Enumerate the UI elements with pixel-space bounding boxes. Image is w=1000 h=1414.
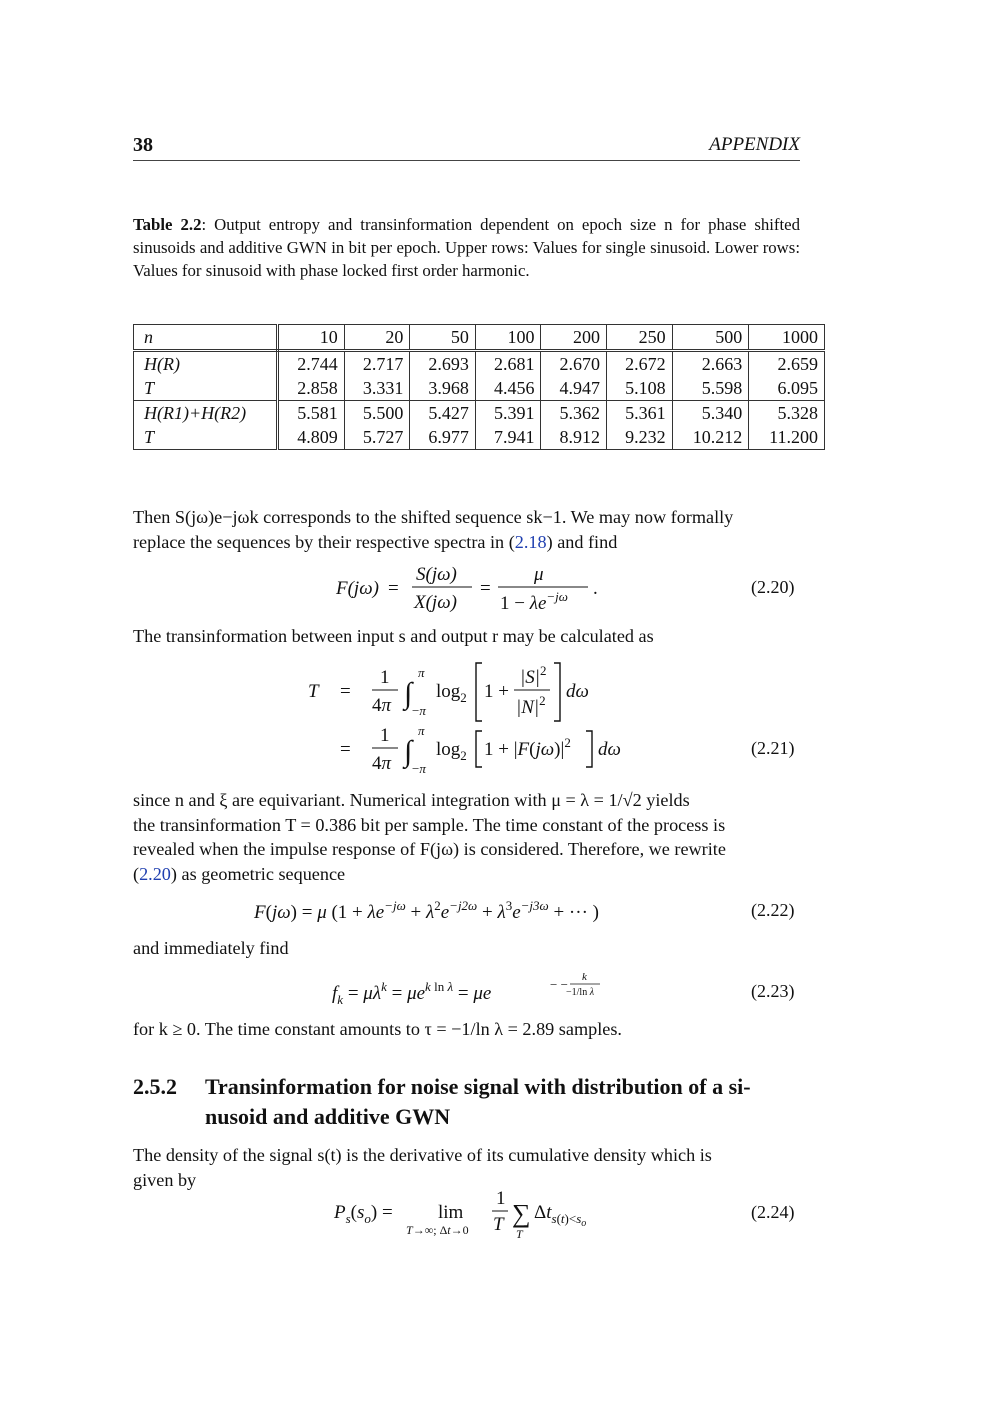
text-fragment: replace the sequences by their respective spectra in (: [133, 531, 515, 552]
section-number: 2.5.2: [133, 1074, 177, 1099]
svg-text:S(jω): S(jω): [416, 564, 457, 585]
svg-text:∑: ∑: [512, 1199, 531, 1228]
table-cell: 2.693: [410, 351, 476, 377]
equation-2-22: [240, 890, 690, 930]
svg-text:lim: lim: [438, 1202, 464, 1223]
svg-text:1 +: 1 +: [484, 681, 509, 702]
svg-text:|N|2: $|N|^2$: [516, 693, 546, 718]
table-row: [134, 376, 825, 401]
table-cell: 5.108: [607, 376, 673, 401]
table-header-cell: 100: [475, 325, 541, 351]
text-line: (2.20) as geometric sequence: [133, 863, 346, 884]
equation-2-21: [300, 655, 660, 781]
table-caption: [133, 213, 800, 282]
text-line: The density of the signal s(t) is the derivative of its cumulative density which is: [133, 1145, 712, 1165]
paragraph: and immediately find: [133, 938, 289, 958]
table-header-cell: 10: [278, 325, 345, 351]
svg-text:dω: dω: [598, 739, 621, 760]
table-cell: 5.598: [672, 376, 749, 401]
table-header-cell: 250: [607, 325, 673, 351]
text-line: revealed when the impulse response of F(jω) is considered. Therefore, we rewrite: [133, 839, 726, 859]
equation-reference-link[interactable]: 2.20: [139, 863, 171, 884]
svg-text:k: k: [582, 971, 587, 983]
table-cell: 2.659: [749, 351, 825, 377]
equation-number: (2.21): [751, 738, 795, 758]
svg-text:π: π: [418, 723, 425, 738]
text-fragment: ) as geometric sequence: [170, 863, 346, 884]
section-title: Transinformation for noise signal with distribution of a si-nusoid and additive GWN: [205, 1074, 751, 1129]
equation-number: (2.24): [751, 1202, 795, 1222]
table-cell: 5.340: [672, 401, 749, 426]
equation-number: (2.20): [751, 577, 795, 597]
equation-2-23: [320, 965, 620, 1013]
table-header-cell: 20: [344, 325, 410, 351]
table-cell: 5.362: [541, 401, 607, 426]
text-line: the transinformation T = 0.386 bit per sample. The time constant of the process is: [133, 814, 726, 835]
table-row: [134, 401, 825, 426]
table-cell: 2.663: [672, 351, 749, 377]
svg-text:4π: 4π: [372, 695, 392, 716]
table-caption-text: : Output entropy and transinformation dependent on epoch size n for phase shifted sinusoids and additive GWN in bit per epoch. Upper rows: Values for single sinusoid. Lower rows: Values for sinusoid with phase locked first order harmonic.: [133, 215, 800, 280]
table-cell: 5.581: [278, 401, 345, 426]
table-cell: 4.456: [475, 376, 541, 401]
text-line: Then S(jω)e−jωk corresponds to the shifted sequence sk−1. We may now formally: [133, 507, 734, 527]
table-cell: 5.361: [607, 401, 673, 426]
page-number: 38: [133, 134, 153, 156]
table-header-row: [134, 325, 825, 351]
svg-text:=: =: [340, 739, 351, 760]
table-cell: 2.858: [278, 376, 345, 401]
svg-text:1 − λe−jω: $1 - \lambda e^{-j\omega}$: [500, 589, 568, 614]
svg-text:log2: $\log_2$: [436, 681, 467, 705]
svg-text:1: 1: [380, 667, 390, 688]
entropy-table: [133, 324, 825, 450]
table-row-label: H(R1)+H(R2): [134, 401, 278, 426]
table-cell: 2.670: [541, 351, 607, 377]
table-row-label: T: [134, 376, 278, 401]
equation-number: (2.23): [751, 981, 795, 1001]
svg-text:F(jω) = μ (1 + λe−jω + λ2e−j2ω: F(jω) = μ ($1 + \lambda e^{-j\omega} + \lambda^2e^{-j2\omega} + \lambda^3e^{-j3\omega}$ + ··· ): [254, 898, 599, 923]
table-header-cell: n: [134, 325, 278, 351]
table-cell: 2.717: [344, 351, 410, 377]
table-cell: 6.095: [749, 376, 825, 401]
svg-text:−π: −π: [412, 761, 426, 776]
table-cell: 5.727: [344, 425, 410, 450]
table-cell: 5.391: [475, 401, 541, 426]
table-header-cell: 50: [410, 325, 476, 351]
equation-2-20: [300, 558, 620, 618]
svg-text:μ: μ: [534, 564, 544, 585]
svg-text:π: π: [418, 665, 425, 680]
table-cell: 8.912: [541, 425, 607, 450]
svg-text:=: =: [340, 681, 351, 702]
svg-text:T: T: [308, 681, 319, 702]
paragraph: The transinformation between input s and output r may be calculated as: [133, 626, 654, 646]
svg-text:1 + |F(jω)|2: $1 + |F(j\omega)|^2$: [484, 735, 571, 760]
svg-text:∫: ∫: [404, 735, 413, 768]
table-cell: 3.968: [410, 376, 476, 401]
svg-text:T: T: [516, 1227, 523, 1241]
svg-text:|S|2: $|S|^2$: [520, 663, 547, 688]
svg-text:1: 1: [496, 1188, 506, 1209]
table-cell: 10.212: [672, 425, 749, 450]
table-header-cell: 1000: [749, 325, 825, 351]
table-header-cell: 500: [672, 325, 749, 351]
svg-text:∫: ∫: [404, 677, 413, 710]
table-cell: 2.681: [475, 351, 541, 377]
svg-text:T→∞; Δt→0: T→∞; Δt→0: [406, 1223, 469, 1237]
table-cell: 4.809: [278, 425, 345, 450]
text-line: since n and ξ are equivariant. Numerical integration with μ = λ = 1/√2 yields: [133, 790, 690, 810]
paragraph: [133, 505, 800, 554]
equation-2-24: [320, 1186, 620, 1242]
table-cell: 9.232: [607, 425, 673, 450]
table-caption-label: Table 2.2: [133, 215, 202, 234]
svg-text:−π: −π: [412, 703, 426, 718]
svg-text:F(jω): F(jω): [336, 578, 379, 599]
table-row-label: T: [134, 425, 278, 450]
equation-reference-link[interactable]: 2.18: [514, 531, 547, 552]
table-cell: 5.500: [344, 401, 410, 426]
svg-text:=: =: [480, 578, 491, 599]
table-cell: 5.328: [749, 401, 825, 426]
table-header-cell: 200: [541, 325, 607, 351]
svg-text:=: =: [388, 578, 399, 599]
table-cell: 3.331: [344, 376, 410, 401]
svg-text:Ps(so) =: $P_s(s_o)$ =: [334, 1202, 393, 1226]
paragraph: [133, 1143, 800, 1192]
svg-text:−1/ln λ: −1/ln λ: [566, 987, 595, 998]
table-cell: 2.672: [607, 351, 673, 377]
equation-number: (2.22): [751, 900, 795, 920]
table-row-label: H(R): [134, 351, 278, 377]
svg-text:log2: $\log_2$: [436, 739, 467, 763]
table-cell: 2.744: [278, 351, 345, 377]
svg-text:4π: 4π: [372, 753, 392, 774]
svg-text:dω: dω: [566, 681, 589, 702]
svg-text:fk = μλk = μek ln λ = μe: $f_k = \mu\lambda^k = \mu e^{k ln \lambda} = \mu e$: [332, 979, 492, 1007]
table-cell: 5.427: [410, 401, 476, 426]
svg-text:T: T: [493, 1214, 504, 1235]
running-header: [133, 132, 800, 161]
svg-text:Δts(t)<so: $\Delta t_{s(t)<s_o}$: [534, 1202, 587, 1229]
svg-text:.: .: [593, 578, 598, 599]
table-row: [134, 425, 825, 450]
chapter-title: APPENDIX: [709, 134, 800, 155]
text-line: given by: [133, 1169, 197, 1190]
table-row: [134, 351, 825, 377]
table-cell: 11.200: [749, 425, 825, 450]
svg-text:− −: − −: [550, 977, 568, 992]
text-fragment: ) and find: [546, 531, 618, 552]
table-cell: 6.977: [410, 425, 476, 450]
svg-text:1: 1: [380, 725, 390, 746]
svg-text:X(jω): X(jω): [414, 592, 457, 613]
text-line: [133, 530, 800, 555]
table-cell: 7.941: [475, 425, 541, 450]
table-cell: 4.947: [541, 376, 607, 401]
paragraph: [133, 788, 800, 886]
paragraph: for k ≥ 0. The time constant amounts to τ = −1/ln λ = 2.89 samples.: [133, 1019, 622, 1039]
